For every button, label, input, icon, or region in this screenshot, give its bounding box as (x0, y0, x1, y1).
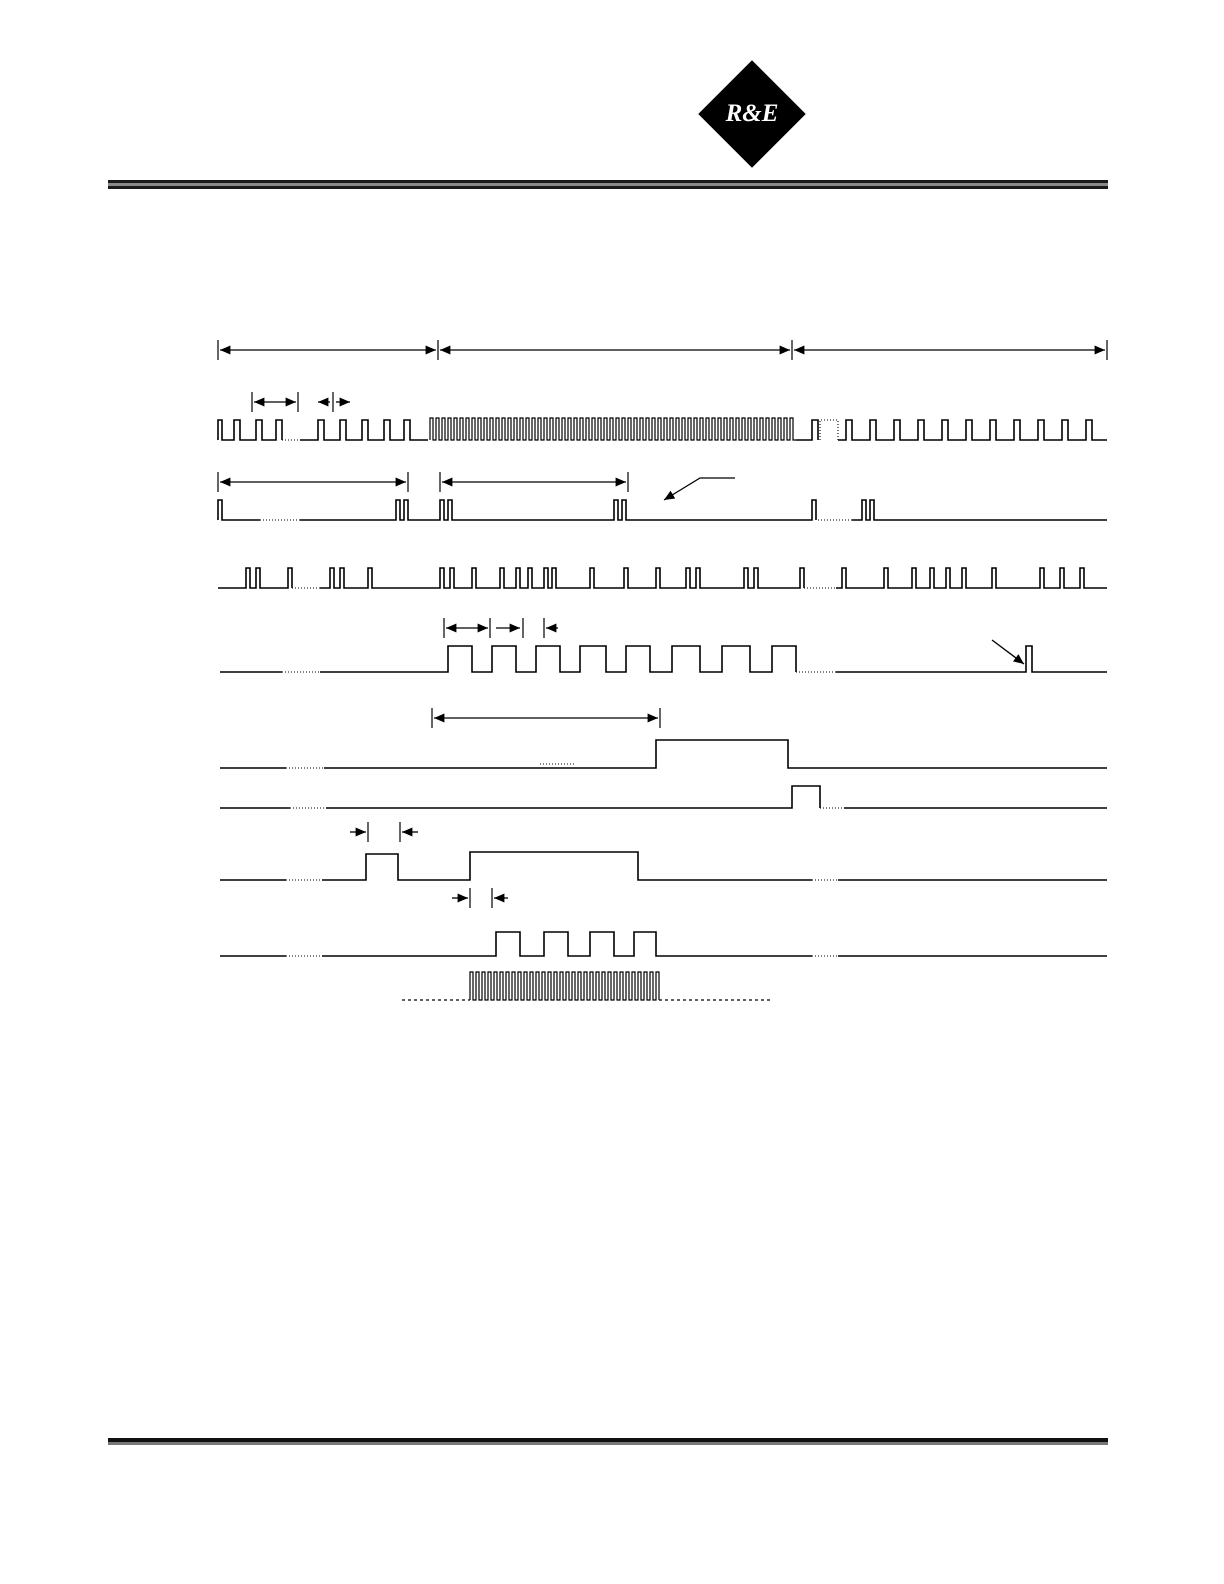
dimension-arrows-trace4 (444, 618, 558, 638)
waveform-trace-7-control (220, 852, 1107, 880)
span-arrows-top (218, 340, 1107, 360)
dimension-arrows-trace1 (252, 392, 350, 412)
waveform-trace-2-frame (218, 500, 1107, 520)
dimension-arrows-trace2 (218, 472, 628, 492)
dimension-arrows-trace7 (350, 822, 418, 842)
logo-label: R&E (725, 100, 779, 127)
callout-arrow-2 (992, 640, 1024, 664)
dimension-arrows-trace8 (452, 888, 508, 908)
waveform-trace-5-enable (220, 740, 1107, 768)
waveform-trace-1-clock (218, 418, 1107, 440)
callout-arrow-1 (664, 478, 735, 500)
waveform-trace-9-burst (402, 972, 772, 1000)
waveform-trace-3-data (218, 568, 1107, 588)
dimension-arrows-trace5 (432, 708, 660, 728)
waveform-trace-8-sync (220, 932, 1107, 956)
waveform-trace-6-strobe (220, 786, 1107, 808)
waveform-trace-4-serial (220, 646, 1107, 672)
